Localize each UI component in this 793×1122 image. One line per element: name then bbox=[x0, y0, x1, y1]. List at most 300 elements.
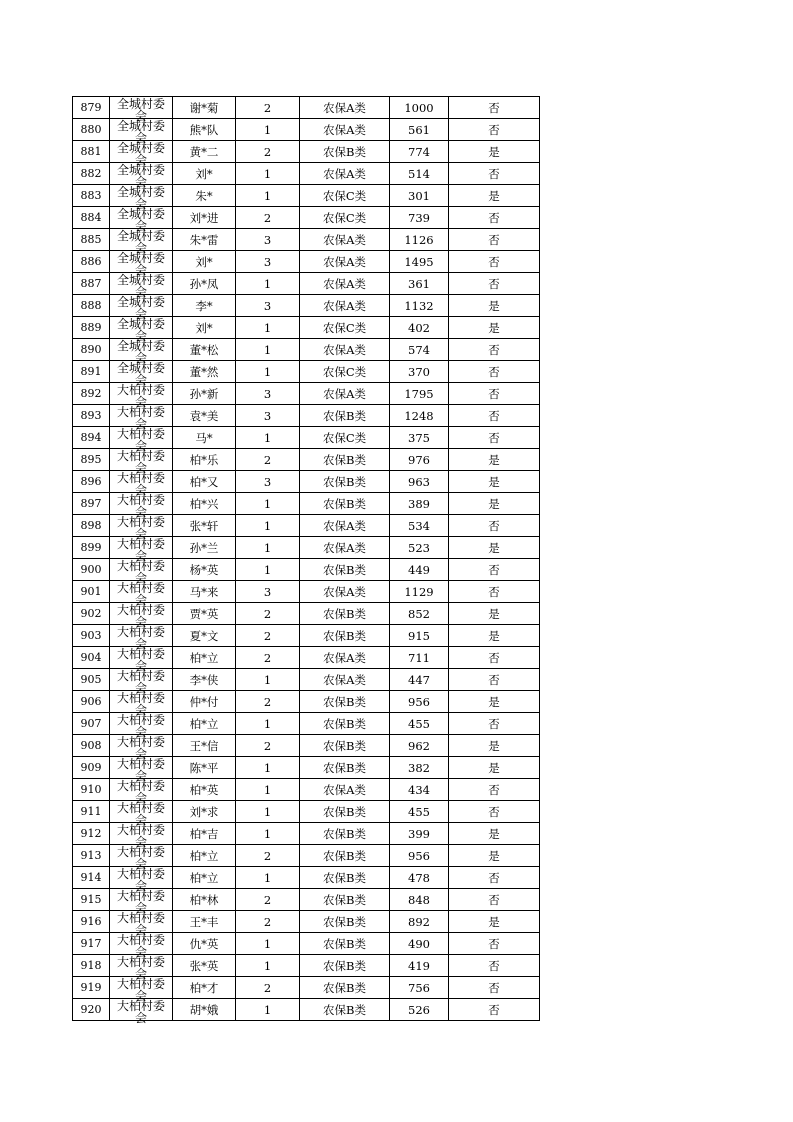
village-overflow-glyph: 会 bbox=[134, 505, 148, 519]
table-row bbox=[73, 119, 540, 141]
row-number: 917 bbox=[73, 933, 110, 955]
name-cell: 柏*立 bbox=[173, 867, 236, 889]
village-cell bbox=[110, 185, 173, 211]
flag-cell: 否 bbox=[449, 339, 540, 361]
amount-cell: 514 bbox=[390, 163, 449, 185]
flag-cell: 否 bbox=[449, 207, 540, 229]
count-cell: 1 bbox=[236, 999, 300, 1021]
name-cell: 孙*凤 bbox=[173, 273, 236, 295]
village-name: 大柏村委 bbox=[116, 471, 165, 485]
amount-cell: 848 bbox=[390, 889, 449, 911]
village-cell bbox=[110, 757, 173, 783]
village-cell bbox=[110, 823, 173, 849]
village-overflow-glyph: 会 bbox=[134, 571, 148, 585]
amount-cell: 370 bbox=[390, 361, 449, 383]
category-cell: 农保A类 bbox=[300, 383, 390, 405]
row-number: 894 bbox=[73, 427, 110, 449]
table-row bbox=[73, 471, 540, 493]
village-cell bbox=[110, 955, 173, 981]
count-cell: 3 bbox=[236, 251, 300, 273]
flag-cell: 否 bbox=[449, 427, 540, 449]
village-overflow-glyph: 会 bbox=[134, 241, 148, 255]
amount-cell: 434 bbox=[390, 779, 449, 801]
table-row bbox=[73, 273, 540, 295]
row-number: 898 bbox=[73, 515, 110, 537]
row-number: 886 bbox=[73, 251, 110, 273]
village-name: 大柏村委 bbox=[116, 801, 165, 815]
count-cell: 1 bbox=[236, 559, 300, 581]
flag-cell: 否 bbox=[449, 361, 540, 383]
village-cell bbox=[110, 339, 173, 365]
flag-cell: 否 bbox=[449, 669, 540, 691]
village-cell bbox=[110, 471, 173, 497]
village-name: 大柏村委 bbox=[116, 383, 165, 397]
count-cell: 3 bbox=[236, 471, 300, 493]
flag-cell: 是 bbox=[449, 449, 540, 471]
row-number: 905 bbox=[73, 669, 110, 691]
village-overflow-glyph: 会 bbox=[134, 637, 148, 651]
village-cell bbox=[110, 801, 173, 827]
name-cell: 贾*英 bbox=[173, 603, 236, 625]
table-row bbox=[73, 867, 540, 889]
village-cell bbox=[110, 691, 173, 717]
village-name: 大柏村委 bbox=[116, 779, 165, 793]
name-cell: 刘* bbox=[173, 251, 236, 273]
flag-cell: 是 bbox=[449, 141, 540, 163]
category-cell: 农保A类 bbox=[300, 251, 390, 273]
category-cell: 农保A类 bbox=[300, 537, 390, 559]
village-overflow-glyph: 会 bbox=[134, 747, 148, 761]
table-row bbox=[73, 911, 540, 933]
count-cell: 1 bbox=[236, 273, 300, 295]
table-row bbox=[73, 757, 540, 779]
flag-cell: 否 bbox=[449, 713, 540, 735]
village-cell bbox=[110, 493, 173, 519]
village-name: 大柏村委 bbox=[116, 647, 165, 661]
name-cell: 朱*雷 bbox=[173, 229, 236, 251]
amount-cell: 711 bbox=[390, 647, 449, 669]
flag-cell: 否 bbox=[449, 405, 540, 427]
table-row bbox=[73, 603, 540, 625]
village-name: 全城村委 bbox=[116, 119, 165, 133]
village-name: 大柏村委 bbox=[116, 713, 165, 727]
amount-cell: 455 bbox=[390, 713, 449, 735]
village-cell bbox=[110, 515, 173, 541]
village-cell bbox=[110, 449, 173, 475]
amount-cell: 956 bbox=[390, 845, 449, 867]
row-number: 910 bbox=[73, 779, 110, 801]
name-cell: 柏*立 bbox=[173, 845, 236, 867]
name-cell: 柏*林 bbox=[173, 889, 236, 911]
table-row bbox=[73, 559, 540, 581]
count-cell: 1 bbox=[236, 669, 300, 691]
row-number: 881 bbox=[73, 141, 110, 163]
village-name: 大柏村委 bbox=[116, 889, 165, 903]
village-overflow-glyph: 会 bbox=[134, 593, 148, 607]
village-overflow-glyph: 会 bbox=[134, 879, 148, 893]
village-name: 大柏村委 bbox=[116, 933, 165, 947]
village-cell bbox=[110, 207, 173, 233]
name-cell: 刘*求 bbox=[173, 801, 236, 823]
amount-cell: 1129 bbox=[390, 581, 449, 603]
amount-cell: 1495 bbox=[390, 251, 449, 273]
flag-cell: 是 bbox=[449, 295, 540, 317]
row-number: 915 bbox=[73, 889, 110, 911]
village-overflow-glyph: 会 bbox=[134, 351, 148, 365]
category-cell: 农保A类 bbox=[300, 669, 390, 691]
village-cell bbox=[110, 889, 173, 915]
count-cell: 2 bbox=[236, 889, 300, 911]
amount-cell: 561 bbox=[390, 119, 449, 141]
village-overflow-glyph: 会 bbox=[134, 549, 148, 563]
flag-cell: 否 bbox=[449, 383, 540, 405]
row-number: 897 bbox=[73, 493, 110, 515]
village-name: 全城村委 bbox=[116, 207, 165, 221]
flag-cell: 否 bbox=[449, 251, 540, 273]
flag-cell: 否 bbox=[449, 647, 540, 669]
village-name: 全城村委 bbox=[116, 229, 165, 243]
village-name: 大柏村委 bbox=[116, 493, 165, 507]
category-cell: 农保A类 bbox=[300, 273, 390, 295]
table-row bbox=[73, 999, 540, 1021]
count-cell: 2 bbox=[236, 97, 300, 119]
count-cell: 2 bbox=[236, 603, 300, 625]
flag-cell: 否 bbox=[449, 977, 540, 999]
village-name: 大柏村委 bbox=[116, 999, 165, 1013]
name-cell: 陈*平 bbox=[173, 757, 236, 779]
village-overflow-glyph: 会 bbox=[134, 835, 148, 849]
flag-cell: 否 bbox=[449, 97, 540, 119]
category-cell: 农保C类 bbox=[300, 317, 390, 339]
amount-cell: 1248 bbox=[390, 405, 449, 427]
name-cell: 谢*菊 bbox=[173, 97, 236, 119]
village-overflow-glyph: 会 bbox=[134, 769, 148, 783]
row-number: 884 bbox=[73, 207, 110, 229]
category-cell: 农保B类 bbox=[300, 625, 390, 647]
category-cell: 农保B类 bbox=[300, 867, 390, 889]
category-cell: 农保B类 bbox=[300, 955, 390, 977]
category-cell: 农保B类 bbox=[300, 757, 390, 779]
row-number: 896 bbox=[73, 471, 110, 493]
flag-cell: 否 bbox=[449, 933, 540, 955]
village-overflow-glyph: 会 bbox=[134, 483, 148, 497]
village-cell bbox=[110, 669, 173, 695]
village-overflow-glyph: 会 bbox=[134, 461, 148, 475]
amount-cell: 1126 bbox=[390, 229, 449, 251]
village-cell bbox=[110, 229, 173, 255]
name-cell: 柏*立 bbox=[173, 713, 236, 735]
category-cell: 农保A类 bbox=[300, 163, 390, 185]
amount-cell: 892 bbox=[390, 911, 449, 933]
category-cell: 农保B类 bbox=[300, 405, 390, 427]
amount-cell: 449 bbox=[390, 559, 449, 581]
amount-cell: 574 bbox=[390, 339, 449, 361]
name-cell: 李* bbox=[173, 295, 236, 317]
flag-cell: 否 bbox=[449, 559, 540, 581]
name-cell: 马*来 bbox=[173, 581, 236, 603]
category-cell: 农保B类 bbox=[300, 999, 390, 1021]
table-row bbox=[73, 405, 540, 427]
village-overflow-glyph: 会 bbox=[134, 1011, 148, 1025]
village-name: 全城村委 bbox=[116, 273, 165, 287]
row-number: 895 bbox=[73, 449, 110, 471]
amount-cell: 962 bbox=[390, 735, 449, 757]
table-row bbox=[73, 163, 540, 185]
village-name: 大柏村委 bbox=[116, 955, 165, 969]
village-overflow-glyph: 会 bbox=[134, 725, 148, 739]
count-cell: 2 bbox=[236, 691, 300, 713]
name-cell: 黄*二 bbox=[173, 141, 236, 163]
village-overflow-glyph: 会 bbox=[134, 175, 148, 189]
count-cell: 1 bbox=[236, 713, 300, 735]
flag-cell: 是 bbox=[449, 845, 540, 867]
table-row bbox=[73, 317, 540, 339]
name-cell: 柏*英 bbox=[173, 779, 236, 801]
category-cell: 农保B类 bbox=[300, 933, 390, 955]
village-cell bbox=[110, 581, 173, 607]
village-cell bbox=[110, 977, 173, 1003]
category-cell: 农保C类 bbox=[300, 427, 390, 449]
village-overflow-glyph: 会 bbox=[134, 285, 148, 299]
table-row bbox=[73, 669, 540, 691]
village-overflow-glyph: 会 bbox=[134, 901, 148, 915]
table-row bbox=[73, 383, 540, 405]
category-cell: 农保A类 bbox=[300, 119, 390, 141]
table-row bbox=[73, 295, 540, 317]
village-overflow-glyph: 会 bbox=[134, 373, 148, 387]
amount-cell: 455 bbox=[390, 801, 449, 823]
category-cell: 农保A类 bbox=[300, 295, 390, 317]
table-row bbox=[73, 801, 540, 823]
village-overflow-glyph: 会 bbox=[134, 659, 148, 673]
count-cell: 1 bbox=[236, 779, 300, 801]
village-name: 全城村委 bbox=[116, 163, 165, 177]
table-row bbox=[73, 581, 540, 603]
row-number: 899 bbox=[73, 537, 110, 559]
flag-cell: 否 bbox=[449, 779, 540, 801]
village-overflow-glyph: 会 bbox=[134, 153, 148, 167]
name-cell: 孙*新 bbox=[173, 383, 236, 405]
village-overflow-glyph: 会 bbox=[134, 197, 148, 211]
amount-cell: 399 bbox=[390, 823, 449, 845]
amount-cell: 402 bbox=[390, 317, 449, 339]
amount-cell: 956 bbox=[390, 691, 449, 713]
record-table bbox=[72, 96, 540, 1025]
row-number: 902 bbox=[73, 603, 110, 625]
count-cell: 1 bbox=[236, 933, 300, 955]
name-cell: 朱* bbox=[173, 185, 236, 207]
village-overflow-glyph: 会 bbox=[134, 307, 148, 321]
village-name: 大柏村委 bbox=[116, 867, 165, 881]
count-cell: 2 bbox=[236, 647, 300, 669]
table-row bbox=[73, 493, 540, 515]
category-cell: 农保B类 bbox=[300, 911, 390, 933]
village-name: 大柏村委 bbox=[116, 449, 165, 463]
village-name: 大柏村委 bbox=[116, 515, 165, 529]
category-cell: 农保A类 bbox=[300, 229, 390, 251]
count-cell: 1 bbox=[236, 867, 300, 889]
village-cell bbox=[110, 779, 173, 805]
table-row bbox=[73, 735, 540, 757]
flag-cell: 否 bbox=[449, 515, 540, 537]
flag-cell: 否 bbox=[449, 163, 540, 185]
category-cell: 农保B类 bbox=[300, 493, 390, 515]
row-number: 892 bbox=[73, 383, 110, 405]
table-row bbox=[73, 515, 540, 537]
row-number: 903 bbox=[73, 625, 110, 647]
village-name: 大柏村委 bbox=[116, 625, 165, 639]
name-cell: 董*松 bbox=[173, 339, 236, 361]
village-overflow-glyph: 会 bbox=[134, 813, 148, 827]
village-name: 大柏村委 bbox=[116, 757, 165, 771]
category-cell: 农保B类 bbox=[300, 141, 390, 163]
table-body bbox=[73, 97, 540, 1025]
name-cell: 张*英 bbox=[173, 955, 236, 977]
village-cell bbox=[110, 867, 173, 893]
table-row bbox=[73, 647, 540, 669]
name-cell: 王*信 bbox=[173, 735, 236, 757]
name-cell: 王*丰 bbox=[173, 911, 236, 933]
amount-cell: 382 bbox=[390, 757, 449, 779]
category-cell: 农保B类 bbox=[300, 713, 390, 735]
village-overflow-glyph: 会 bbox=[134, 857, 148, 871]
count-cell: 1 bbox=[236, 185, 300, 207]
name-cell: 袁*美 bbox=[173, 405, 236, 427]
table-row bbox=[73, 361, 540, 383]
village-cell bbox=[110, 361, 173, 387]
table-row bbox=[73, 229, 540, 251]
village-name: 全城村委 bbox=[116, 185, 165, 199]
table-row bbox=[73, 977, 540, 999]
village-name: 大柏村委 bbox=[116, 691, 165, 705]
flag-cell: 否 bbox=[449, 889, 540, 911]
village-name: 大柏村委 bbox=[116, 537, 165, 551]
row-number: 913 bbox=[73, 845, 110, 867]
amount-cell: 389 bbox=[390, 493, 449, 515]
village-overflow-glyph: 会 bbox=[134, 131, 148, 145]
row-number: 879 bbox=[73, 97, 110, 119]
village-cell bbox=[110, 845, 173, 871]
village-cell bbox=[110, 273, 173, 299]
village-cell bbox=[110, 295, 173, 321]
count-cell: 2 bbox=[236, 735, 300, 757]
village-overflow-glyph: 会 bbox=[134, 945, 148, 959]
count-cell: 1 bbox=[236, 119, 300, 141]
row-number: 906 bbox=[73, 691, 110, 713]
category-cell: 农保B类 bbox=[300, 823, 390, 845]
village-cell bbox=[110, 999, 173, 1025]
village-name: 全城村委 bbox=[116, 339, 165, 353]
village-name: 大柏村委 bbox=[116, 427, 165, 441]
count-cell: 1 bbox=[236, 493, 300, 515]
amount-cell: 523 bbox=[390, 537, 449, 559]
village-name: 全城村委 bbox=[116, 295, 165, 309]
amount-cell: 447 bbox=[390, 669, 449, 691]
count-cell: 1 bbox=[236, 537, 300, 559]
count-cell: 3 bbox=[236, 229, 300, 251]
category-cell: 农保A类 bbox=[300, 581, 390, 603]
village-name: 大柏村委 bbox=[116, 823, 165, 837]
village-cell bbox=[110, 735, 173, 761]
village-cell bbox=[110, 559, 173, 585]
amount-cell: 963 bbox=[390, 471, 449, 493]
village-overflow-glyph: 会 bbox=[134, 989, 148, 1003]
row-number: 900 bbox=[73, 559, 110, 581]
village-cell bbox=[110, 163, 173, 189]
count-cell: 1 bbox=[236, 955, 300, 977]
village-overflow-glyph: 会 bbox=[134, 615, 148, 629]
village-name: 全城村委 bbox=[116, 141, 165, 155]
table-row bbox=[73, 427, 540, 449]
table-row bbox=[73, 889, 540, 911]
row-number: 882 bbox=[73, 163, 110, 185]
village-overflow-glyph: 会 bbox=[134, 681, 148, 695]
village-name: 全城村委 bbox=[116, 317, 165, 331]
row-number: 911 bbox=[73, 801, 110, 823]
table-row bbox=[73, 97, 540, 119]
category-cell: 农保A类 bbox=[300, 97, 390, 119]
name-cell: 刘* bbox=[173, 317, 236, 339]
row-number: 890 bbox=[73, 339, 110, 361]
row-number: 901 bbox=[73, 581, 110, 603]
amount-cell: 361 bbox=[390, 273, 449, 295]
flag-cell: 是 bbox=[449, 603, 540, 625]
flag-cell: 是 bbox=[449, 185, 540, 207]
category-cell: 农保B类 bbox=[300, 603, 390, 625]
village-cell bbox=[110, 713, 173, 739]
count-cell: 1 bbox=[236, 757, 300, 779]
count-cell: 1 bbox=[236, 163, 300, 185]
village-name: 全城村委 bbox=[116, 97, 165, 111]
row-number: 885 bbox=[73, 229, 110, 251]
amount-cell: 1000 bbox=[390, 97, 449, 119]
flag-cell: 是 bbox=[449, 823, 540, 845]
table-row bbox=[73, 207, 540, 229]
count-cell: 3 bbox=[236, 581, 300, 603]
flag-cell: 否 bbox=[449, 273, 540, 295]
category-cell: 农保B类 bbox=[300, 889, 390, 911]
count-cell: 1 bbox=[236, 515, 300, 537]
amount-cell: 1132 bbox=[390, 295, 449, 317]
village-cell bbox=[110, 625, 173, 651]
amount-cell: 756 bbox=[390, 977, 449, 999]
name-cell: 夏*文 bbox=[173, 625, 236, 647]
village-cell bbox=[110, 251, 173, 277]
table-row bbox=[73, 141, 540, 163]
category-cell: 农保A类 bbox=[300, 647, 390, 669]
flag-cell: 否 bbox=[449, 119, 540, 141]
table-row bbox=[73, 713, 540, 735]
amount-cell: 478 bbox=[390, 867, 449, 889]
category-cell: 农保B类 bbox=[300, 559, 390, 581]
amount-cell: 739 bbox=[390, 207, 449, 229]
count-cell: 2 bbox=[236, 625, 300, 647]
village-cell bbox=[110, 647, 173, 673]
village-cell bbox=[110, 317, 173, 343]
count-cell: 3 bbox=[236, 383, 300, 405]
count-cell: 1 bbox=[236, 317, 300, 339]
name-cell: 孙*兰 bbox=[173, 537, 236, 559]
name-cell: 马* bbox=[173, 427, 236, 449]
table-row bbox=[73, 537, 540, 559]
village-cell bbox=[110, 405, 173, 431]
flag-cell: 是 bbox=[449, 735, 540, 757]
table-row bbox=[73, 955, 540, 977]
category-cell: 农保C类 bbox=[300, 185, 390, 207]
flag-cell: 否 bbox=[449, 867, 540, 889]
amount-cell: 774 bbox=[390, 141, 449, 163]
table-row bbox=[73, 625, 540, 647]
